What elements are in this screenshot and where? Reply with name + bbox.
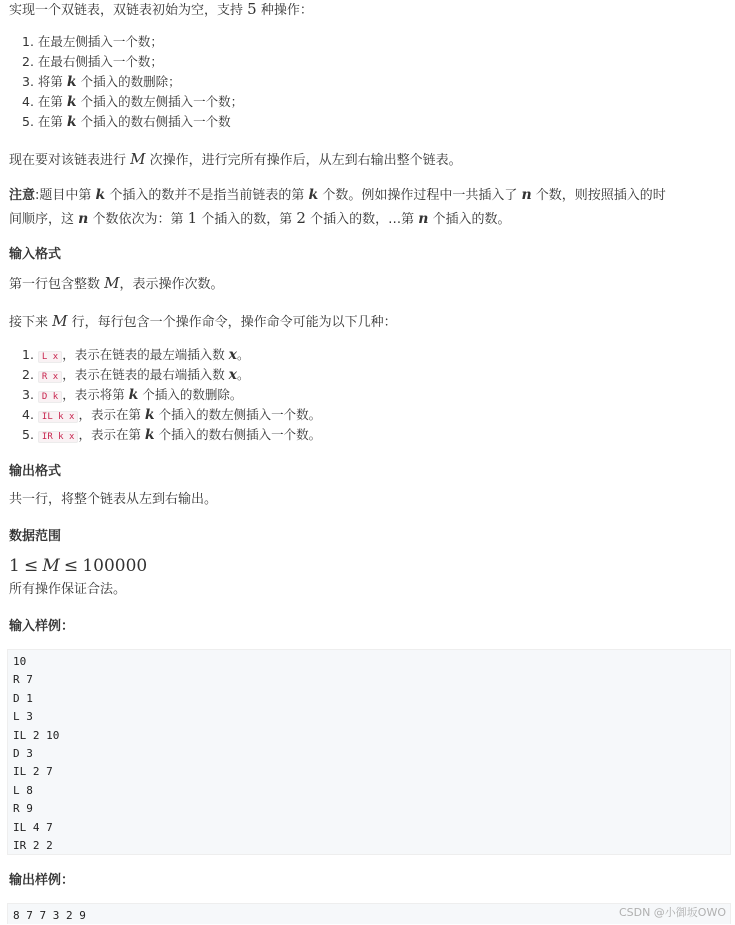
list-item: 4. 在第 k 个插入的数左侧插入一个数；: [22, 94, 244, 110]
list-item: 5. IR k x ，表示在第 k 个插入的数右侧插入一个数。: [22, 427, 322, 443]
command-code: D k: [38, 391, 62, 403]
code-line: R 7: [13, 673, 33, 687]
note-line-2: 间顺序，这 n 个数依次为：第 1 个插入的数，第 2 个插入的数，…第 n 个插入的数。: [9, 209, 511, 227]
command-code: IR k x: [38, 431, 79, 443]
list-item: 3. D k ，表示将第 k 个插入的数删除。: [22, 387, 243, 403]
data-range-heading: 数据范围: [9, 529, 62, 544]
output-format-heading: 输出格式: [9, 464, 62, 479]
code-line: IR 2 2: [13, 839, 53, 853]
data-range-text: 所有操作保证合法。: [9, 582, 127, 597]
code-line: 8 7 7 3 2 9: [13, 909, 86, 922]
list-item: 4. IL k x ，表示在第 k 个插入的数左侧插入一个数。: [22, 407, 322, 423]
command-code: IL k x: [38, 411, 79, 423]
command-code: R x: [38, 371, 62, 383]
intro-b: 种操作：: [256, 3, 313, 18]
input-format-line-1: 第一行包含整数 M，表示操作次数。: [9, 274, 224, 292]
list-item: 5. 在第 k 个插入的数右侧插入一个数: [22, 114, 231, 130]
command-code: L x: [38, 351, 62, 363]
code-line: IL 2 7: [13, 765, 53, 779]
list-item: 1. 在最左侧插入一个数；: [22, 34, 163, 49]
sample-output-heading: 输出样例：: [9, 873, 75, 888]
list-item: 2. R x ，表示在链表的最右端插入数 x。: [22, 367, 250, 383]
input-format-line-2: 接下来 M 行，每行包含一个操作命令，操作命令可能为以下几种：: [9, 312, 397, 330]
output-format-text: 共一行，将整个链表从左到右输出。: [9, 492, 218, 507]
code-line: L 8: [13, 783, 33, 797]
watermark: CSDN @小御坂OWO: [618, 906, 726, 919]
intro-a: 实现一个双链表，双链表初始为空，支持: [9, 3, 248, 18]
code-line: IL 4 7: [13, 820, 53, 834]
list-item: 1. L x ，表示在链表的最左端插入数 x。: [22, 347, 250, 363]
input-format-heading: 输入格式: [9, 247, 62, 262]
intro-text: [9, 0, 313, 20]
task-text: 现在要对该链表进行 M 次操作，进行完所有操作后，从左到右输出整个链表。: [9, 150, 462, 168]
code-line: IL 2 10: [13, 728, 60, 742]
list-item: 2. 在最右侧插入一个数；: [22, 54, 163, 69]
list-item: 3. 将第 k 个插入的数删除；: [22, 74, 181, 90]
code-line: 10: [13, 655, 27, 668]
code-line: L 3: [13, 710, 33, 724]
intro-count: 5: [247, 0, 257, 18]
note-label: 注意: [9, 188, 36, 203]
code-line: D 1: [13, 691, 33, 705]
sample-input-block: [7, 649, 731, 855]
sample-input-heading: 输入样例：: [9, 619, 75, 634]
note-line-1: 注意:题目中第 k 个插入的数并不是指当前链表的第 k 个数。例如操作过程中一共插入了 n 个数，则按照插入的时: [9, 187, 666, 203]
code-line: D 3: [13, 747, 33, 761]
code-line: R 9: [13, 802, 33, 816]
data-range-formula: 1 ≤ M ≤ 100000: [9, 556, 148, 576]
